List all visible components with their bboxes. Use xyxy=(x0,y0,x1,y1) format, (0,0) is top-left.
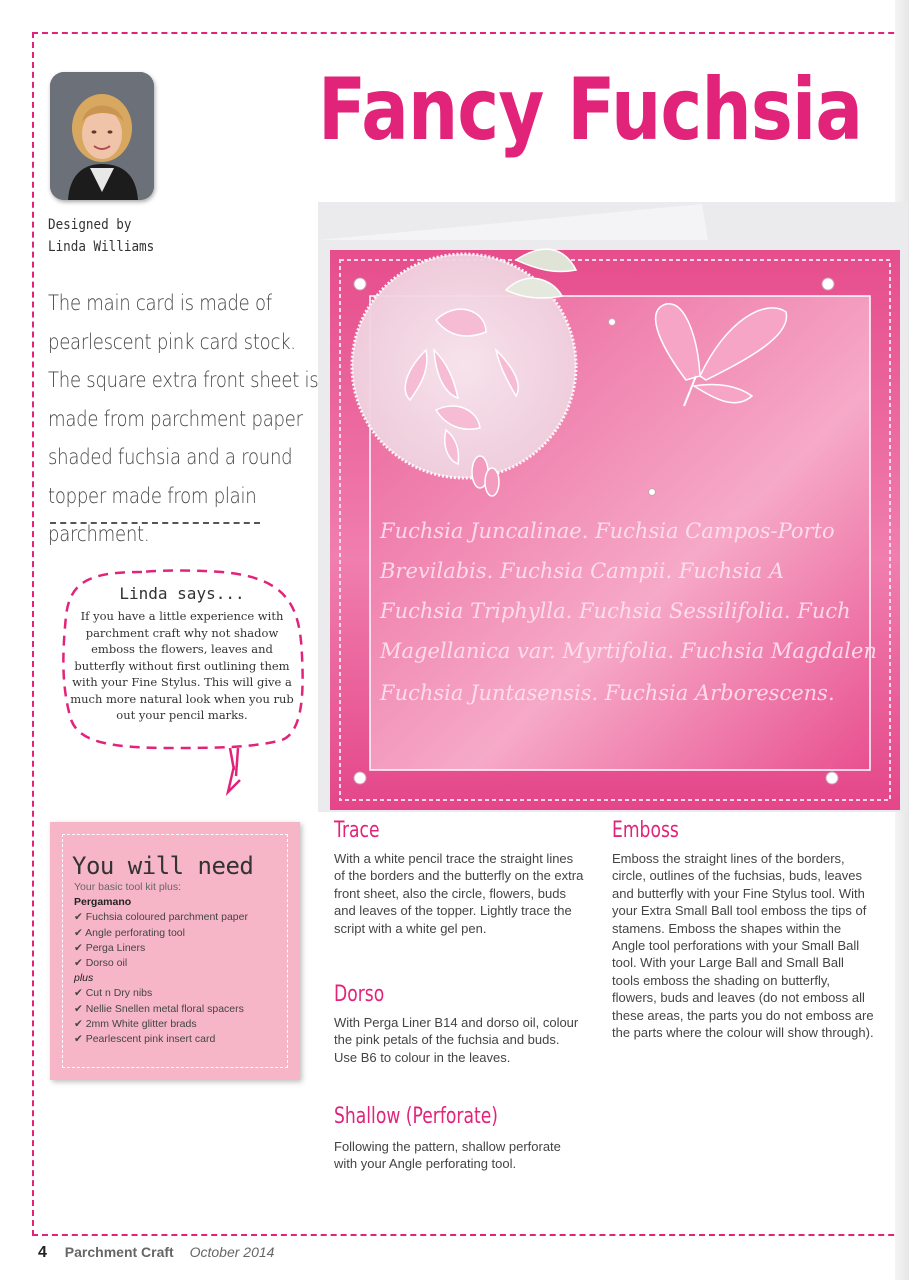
section-title-emboss: Emboss xyxy=(612,818,679,843)
script-line-1: Fuchsia Juncalinae. Fuchsia Campos-Porto xyxy=(380,519,835,543)
list-item: ✔ 2mm White glitter brads xyxy=(74,1017,197,1030)
section-title-dorso: Dorso xyxy=(334,982,385,1007)
check-icon: ✔ xyxy=(74,987,86,1000)
check-icon: ✔ xyxy=(74,911,86,924)
tip-text: If you have a little experience with parchment craft why not shadow emboss the flowers, leaves and butterfly without first outlining them with your Fine Stylus. This will give a much more natural look when you rub out your pencil marks. xyxy=(70,609,294,722)
page-title: Fancy Fuchsia xyxy=(318,60,863,160)
script-line-3: Fuchsia Triphylla. Fuchsia Sessilifolia. Fuch xyxy=(380,599,851,623)
issue-date: October 2014 xyxy=(189,1244,275,1260)
card-photo xyxy=(316,200,909,814)
designer-credit xyxy=(48,214,228,258)
section-title-shallow: Shallow (Perforate) xyxy=(334,1104,498,1129)
tip-bubble xyxy=(52,566,310,746)
check-icon: ✔ xyxy=(74,926,86,939)
designer-label: Designed by xyxy=(48,217,132,233)
list-item: ✔ Fuchsia coloured parchment paper xyxy=(74,911,248,924)
dashed-divider xyxy=(50,522,260,524)
you-will-need-title: You will need xyxy=(72,852,254,880)
script-line-5: Fuchsia Juntasensis. Fuchsia Arborescens. xyxy=(380,681,835,705)
materials-subtitle: Your basic tool kit plus: xyxy=(74,881,182,893)
designer-portrait-icon xyxy=(50,72,154,200)
check-icon: ✔ xyxy=(74,957,86,970)
section-body-trace: With a white pencil trace the straight lines of the borders and the butterfly on the extra front sheet, also the circle, flowers, buds and leaves of the topper. Lightly trace the script with a white gel pen. xyxy=(334,851,584,936)
list-item: ✔ Cut n Dry nibs xyxy=(74,987,153,1000)
check-icon: ✔ xyxy=(74,1033,86,1046)
fuchsia-card-illustration xyxy=(316,200,909,814)
designer-name: Linda Williams xyxy=(48,239,155,255)
tip-title: Linda says... xyxy=(119,584,245,603)
check-icon: ✔ xyxy=(74,1017,86,1030)
section-body-emboss: Emboss the straight lines of the borders, circle, outlines of the fuchsias, buds, leaves and butterfly with your Fine Stylus tool. With your Extra Small Ball tool emboss the tips of stamens. Emboss the shapes within the Angle tool perforations with your Small Ball tool. With your Large Ball and Small Ball tools emboss the shading on butterfly, flowers, buds and leaves (do not emboss all these areas, the parts you do not emboss are the parts where the colour will show through). xyxy=(612,851,874,1041)
group-heading-plus: plus xyxy=(74,972,94,985)
section-title-trace: Trace xyxy=(334,818,380,843)
check-icon: ✔ xyxy=(74,941,86,954)
script-line-2: Brevilabis. Fuchsia Campii. Fuchsia A xyxy=(380,559,785,583)
script-line-4: Magellanica var. Myrtifolia. Fuchsia Magdalen xyxy=(380,639,877,663)
group-heading-pergamano: Pergamano xyxy=(74,896,132,909)
check-icon: ✔ xyxy=(74,1002,86,1015)
list-item: ✔ Dorso oil xyxy=(74,957,128,970)
page-number: 4 xyxy=(38,1244,47,1261)
magazine-name: Parchment Craft xyxy=(64,1244,174,1260)
list-item: ✔ Perga Liners xyxy=(74,941,146,954)
list-item: ✔ Pearlescent pink insert card xyxy=(74,1033,216,1046)
list-item: ✔ Angle perforating tool xyxy=(74,926,185,939)
section-body-dorso: With Perga Liner B14 and dorso oil, colour the pink petals of the fuchsia and buds. Use B6 to colour in the leaves. xyxy=(334,1015,579,1065)
section-body-shallow: Following the pattern, shallow perforate with your Angle perforating tool. xyxy=(334,1139,561,1172)
you-will-need-panel xyxy=(50,822,300,1080)
intro-text: The main card is made of pearlescent pink card stock. The square extra front sheet is made from parchment paper shaded fuchsia and a round topper made from plain parchment. xyxy=(48,291,319,546)
designer-photo xyxy=(50,72,154,200)
list-item: ✔ Nellie Snellen metal floral spacers xyxy=(74,1002,244,1015)
page-footer xyxy=(38,1244,274,1262)
materials-list xyxy=(74,880,294,1047)
